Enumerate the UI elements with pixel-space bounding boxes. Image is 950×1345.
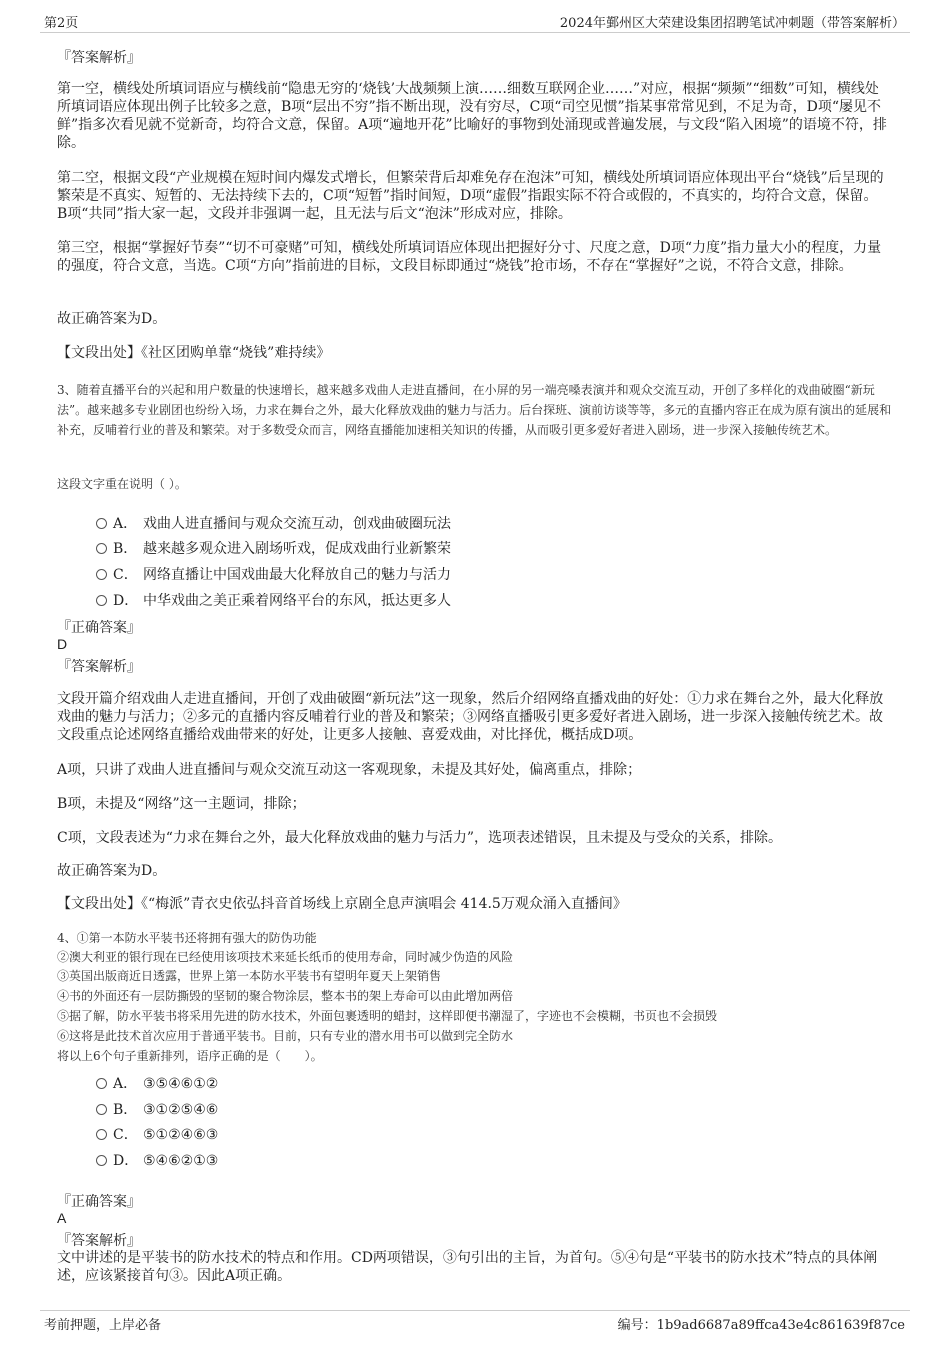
sentence-item: ④书的外面还有一层防撕毁的坚韧的聚合物涂层，整本书的架上寿命可以由此增加两倍 xyxy=(57,989,514,1003)
option-a[interactable]: A． 戏曲人进直播间与观众交流互动，创戏曲破圈玩法 xyxy=(96,513,451,533)
analysis-paragraph: 第一空，横线处所填词语应与横线前“隐患无穷的‘烧钱’大战频频上演……细数互联网企业……”对应，根据“频频”“细数”可知，横线处所填词语应体现出例子比较多之意，B项“层出不穷”指不断出现，没有穷尽，C项“司空见惯”指某事常常见到，不足为奇，D项“屡见不鲜”指多次看见就不觉新奇，均符合文意，保留。A项“遍地开花”比喻好的事物到处涌现或普遍发展，与文段“陷入困境”的语境不符，排除。 xyxy=(57,81,887,151)
radio-icon[interactable] xyxy=(96,1078,107,1089)
analysis-paragraph: 第二空，根据文段“产业规模在短时间内爆发式增长，但繁荣背后却难免存在泡沫”可知，横线处所填词语应体现出平台“烧钱”后呈现的繁荣是不真实、短暂的、无法持续下去的，C项“短暂”指时间短，D项“虚假”指跟实际不符合或假的，不真实的，均符合文意，保留。B项“共同”指大家一起，文段并非强调一起，且无法与后文“泡沫”形成对应，排除。 xyxy=(57,170,884,222)
radio-icon[interactable] xyxy=(96,518,107,529)
radio-icon[interactable] xyxy=(96,1104,107,1115)
analysis-label: 『答案解析』 xyxy=(57,659,141,675)
analysis-paragraph: 文段开篇介绍戏曲人走进直播间，开创了戏曲破圈“新玩法”这一现象，然后介绍网络直播戏曲的好处：①力求在舞台之外，最大化释放戏曲的魅力与活力；②多元的直播内容反哺着行业的普及和繁荣；③网络直播吸引更多爱好者进入剧场，进一步深入接触传统艺术。故文段重点论述网络直播给戏曲带来的好处，让更多人接触、喜爱戏曲，对比择优，概括成D项。 xyxy=(57,691,884,743)
source-citation: 【文段出处】《社区团购单靠“烧钱”难持续》 xyxy=(57,345,331,361)
radio-icon[interactable] xyxy=(96,1129,107,1140)
correct-answer-label: 『正确答案』 xyxy=(57,1194,141,1210)
document-title: 2024年鄞州区大荣建设集团招聘笔试冲刺题（带答案解析） xyxy=(559,16,905,31)
footer-slogan: 考前押题，上岸必备 xyxy=(44,1318,162,1333)
option-c[interactable]: C． 网络直播让中国戏曲最大化释放自己的魅力与活力 xyxy=(96,564,451,584)
correct-answer: A xyxy=(57,1210,67,1226)
correct-answer: D xyxy=(57,636,68,652)
conclusion: 故正确答案为D。 xyxy=(57,863,167,879)
sentence-item: ⑥这将是此技术首次应用于普通平装书。目前，只有专业的潜水用书可以做到完全防水 xyxy=(57,1029,514,1043)
radio-icon[interactable] xyxy=(96,569,107,580)
correct-answer-label: 『正确答案』 xyxy=(57,620,141,636)
option-d[interactable]: D． 中华戏曲之美正乘着网络平台的东风，抵达更多人 xyxy=(96,590,451,610)
header-divider xyxy=(40,32,910,33)
source-citation: 【文段出处】《“梅派”青衣史依弘抖音首场线上京剧全息声演唱会 414.5万观众涌入直播间》 xyxy=(57,896,627,912)
option-a[interactable]: A． ③⑤④⑥①② xyxy=(96,1073,218,1093)
analysis-paragraph: 第三空，根据“掌握好节奏”“切不可豪赌”可知，横线处所填词语应体现出把握好分寸、尺度之意，D项“力度”指力量大小的程度，力量的强度，符合文意，当选。C项“方向”指前进的目标，文段目标即通过“烧钱”抢市场，不存在“掌握好”之说，不符合文意，排除。 xyxy=(57,240,882,274)
analysis-paragraph: B项，未提及“网络”这一主题词，排除； xyxy=(57,796,306,812)
analysis-paragraph: A项，只讲了戏曲人进直播间与观众交流互动这一客观现象，未提及其好处，偏离重点，排除； xyxy=(57,762,642,778)
radio-icon[interactable] xyxy=(96,1155,107,1166)
footer-divider xyxy=(40,1310,910,1311)
analysis-label: 『答案解析』 xyxy=(57,50,141,66)
analysis-label: 『答案解析』 xyxy=(57,1233,141,1249)
question-prompt: 这段文字重在说明（ ）。 xyxy=(57,477,187,491)
sentence-item: 4、①第一本防水平装书还将拥有强大的防伪功能 xyxy=(57,931,317,945)
sentence-item: ⑤据了解，防水平装书将采用先进的防水技术，外面包裹透明的蜡封，这样即便书潮湿了，字迹也不会模糊，书页也不会损毁 xyxy=(57,1009,718,1023)
option-c[interactable]: C． ⑤①②④⑥③ xyxy=(96,1124,218,1144)
analysis-paragraph: 文中讲述的是平装书的防水技术的特点和作用。CD两项错误，③句引出的主旨，为首句。⑤④句是“平装书的防水技术”特点的具体阐述，应该紧接首句③。因此A项正确。 xyxy=(57,1250,878,1284)
radio-icon[interactable] xyxy=(96,543,107,554)
page-header xyxy=(0,0,950,33)
option-d[interactable]: D． ⑤④⑥②①③ xyxy=(96,1150,218,1170)
document-id: 编号：1b9ad6687a89ffca43e4c861639f87ce xyxy=(617,1318,905,1333)
radio-icon[interactable] xyxy=(96,595,107,606)
question-stem: 3、随着直播平台的兴起和用户数量的快速增长，越来越多戏曲人走进直播间，在小屏的另一端亮嗓表演并和观众交流互动，开创了多样化的戏曲破圈“新玩法”。越来越多专业剧团也纷纷入场，力求在舞台之外，最大化释放戏曲的魅力与活力。后台探班、演前访谈等等，多元的直播内容正在成为原有演出的延展和补充，反哺着行业的普及和繁荣。对于多数受众而言，网络直播能加速相关知识的传播，从而吸引更多爱好者进入剧场，进一步深入接触传统艺术。 xyxy=(57,383,892,437)
option-b[interactable]: B． ③①②⑤④⑥ xyxy=(96,1099,218,1119)
sentence-item: ②澳大利亚的银行现在已经使用该项技术来延长纸币的使用寿命，同时减少伪造的风险 xyxy=(57,950,514,964)
question-prompt: 将以上6个句子重新排列，语序正确的是（ ）。 xyxy=(57,1049,323,1063)
option-b[interactable]: B． 越来越多观众进入剧场听戏，促成戏曲行业新繁荣 xyxy=(96,538,451,558)
conclusion: 故正确答案为D。 xyxy=(57,311,167,327)
sentence-item: ③英国出版商近日透露，世界上第一本防水平装书有望明年夏天上架销售 xyxy=(57,969,442,983)
analysis-paragraph: C项，文段表述为“力求在舞台之外，最大化释放戏曲的魅力与活力”，选项表述错误，且未提及与受众的关系，排除。 xyxy=(57,830,783,846)
page-number: 第2页 xyxy=(44,16,79,31)
